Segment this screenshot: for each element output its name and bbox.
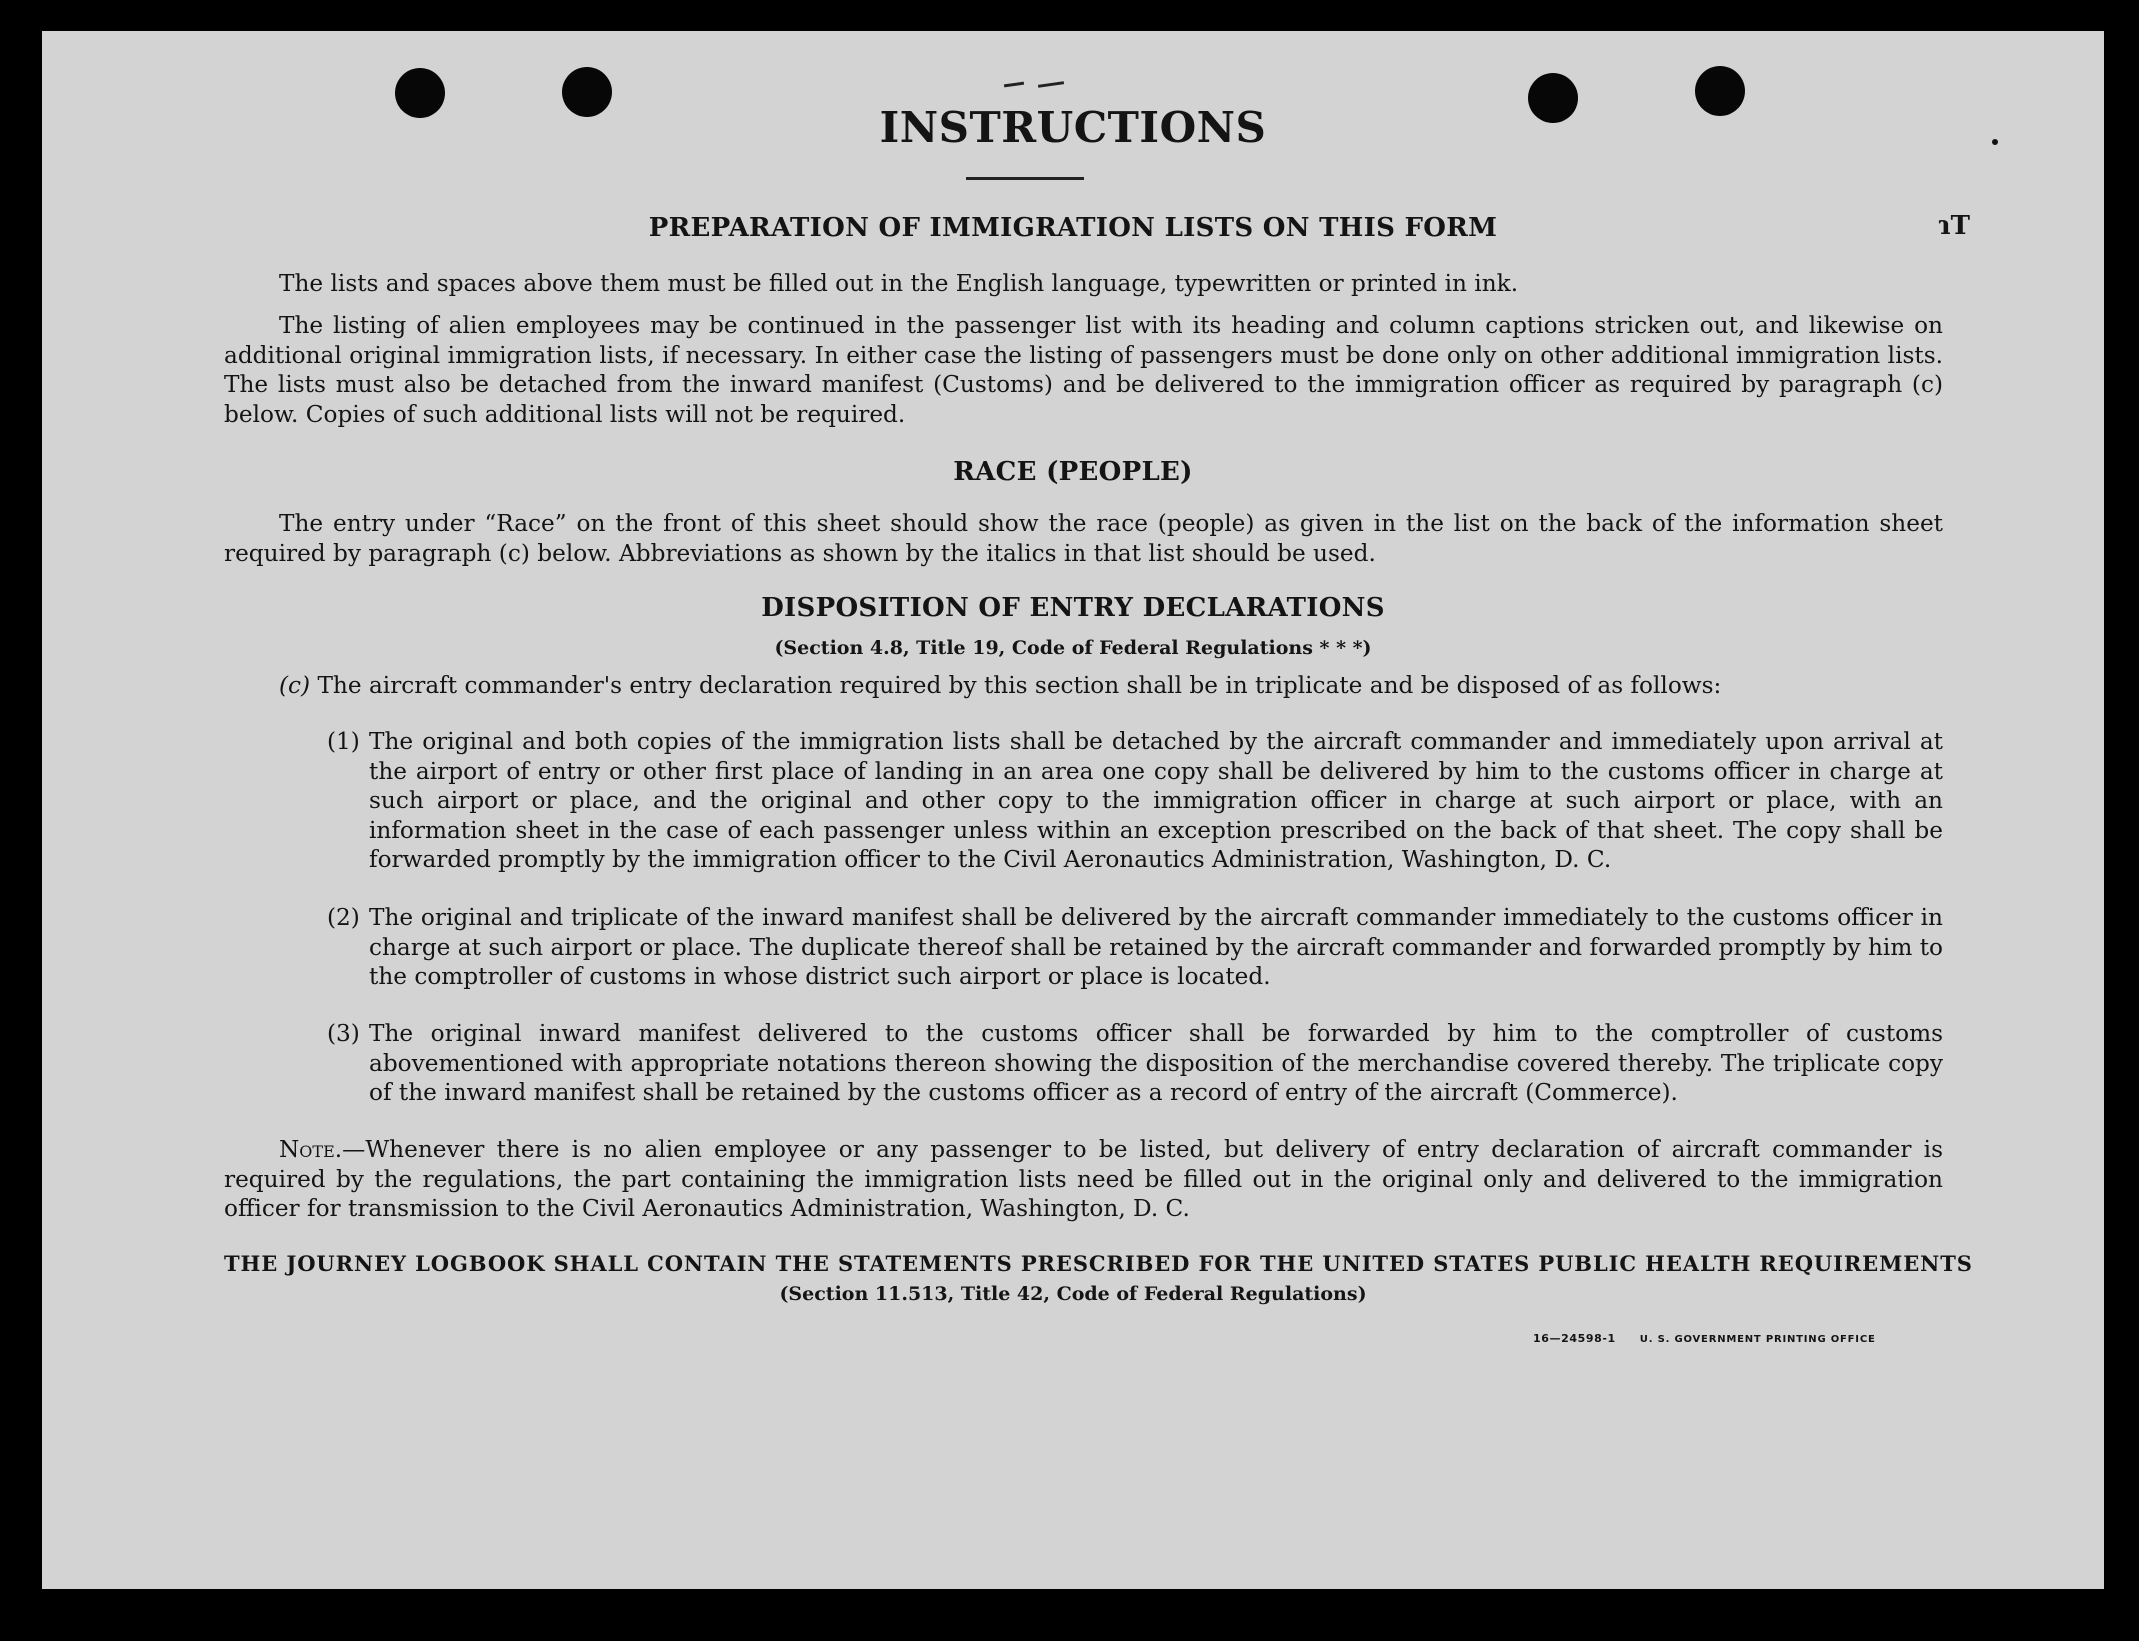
list-item-1: (1) The original and both copies of the immigration lists shall be detached by the aircraft commander and immediately upon arrival at the airport of entry or other first place of landing in an area one copy shall be delivered by him to the customs officer in charge at such airport or place, and the original and other copy to the immigration officer in charge at such airport or place, with an information sheet in the case of each passenger unless within an exception prescribed on the back of that sheet. The copy shall be forwarded promptly by the immigration officer to the Civil Aeronautics Administration, Washington, D. C.: [327, 728, 1943, 873]
heading-disposition: DISPOSITION OF ENTRY DECLARATIONS: [761, 593, 1385, 623]
paragraph-language: The lists and spaces above them must be filled out in the English language, typewritten or printed in ink.: [279, 270, 1519, 297]
title-underline: [966, 177, 1084, 180]
title-ornament-right: [1038, 81, 1064, 88]
citation-logbook: (Section 11.513, Title 42, Code of Federal Regulations): [779, 1283, 1367, 1305]
document-sheet: [42, 31, 2104, 1589]
paragraph-disposition-intro: (c) The aircraft commander's entry declaration required by this section shall be in triplicate and be disposed of as follows:: [279, 672, 1722, 699]
edge-characters: ɿT: [1938, 211, 1971, 241]
list-item-number: (2): [327, 904, 360, 931]
printer-name: U. S. GOVERNMENT PRINTING OFFICE: [1639, 1334, 1876, 1345]
paragraph-race: The entry under “Race” on the front of this sheet should show the race (people) as given in the list on the back of the information sheet required by paragraph (c) below. Abbreviations as shown by the italics in that list should be used.: [224, 510, 1943, 567]
intro-label: (c): [279, 672, 311, 699]
list-item-2: (2) The original and triplicate of the inward manifest shall be delivered by the aircraft commander immediately to the customs officer in charge at such airport or place. The duplicate thereof shall be retained by the aircraft commander and forwarded promptly by him to the comptroller of customs in whose district such airport or place is located.: [327, 904, 1943, 990]
title-ornament-left: [1004, 82, 1024, 88]
logbook-statement: THE JOURNEY LOGBOOK SHALL CONTAIN THE STATEMENTS PRESCRIBED FOR THE UNITED STATES PUBLIC HEALTH REQUIREMENTS: [224, 1251, 1973, 1276]
list-item-number: (1): [327, 728, 360, 755]
paragraph-note: Note.—Whenever there is no alien employee or any passenger to be listed, but delivery of entry declaration of aircraft commander is required by the regulations, the part containing the immigration lists need be filled out in the original only and delivered to the immigration officer for transmission to the Civil Aeronautics Administration, Washington, D. C.: [224, 1136, 1943, 1222]
paragraph-alien-listing: The listing of alien employees may be continued in the passenger list with its heading and column captions stricken out, and likewise on additional original immigration lists, if necessary. In either case the listing of passengers must be done only on other additional immigration lists. The lists must also be detached from the inward manifest (Customs) and be delivered to the immigration officer as required by paragraph (c) below. Copies of such additional lists will not be required.: [224, 312, 1943, 428]
heading-race: RACE (PEOPLE): [953, 457, 1193, 487]
form-code: 16—24598-1: [1533, 1332, 1616, 1345]
page-title: INSTRUCTIONS: [879, 103, 1267, 152]
note-label: Note.: [279, 1136, 343, 1163]
citation-disposition: (Section 4.8, Title 19, Code of Federal Regulations * * *): [774, 637, 1372, 659]
printing-footer: [1533, 1332, 1876, 1345]
heading-immigration-lists: PREPARATION OF IMMIGRATION LISTS ON THIS FORM: [648, 213, 1498, 243]
list-item-3: (3) The original inward manifest delivered to the customs officer shall be forwarded by him to the comptroller of customs abovementioned with appropriate notations thereon showing the disposition of the merchandise covered thereby. The triplicate copy of the inward manifest shall be retained by the customs officer as a record of entry of the aircraft (Commerce).: [327, 1020, 1943, 1106]
list-item-number: (3): [327, 1020, 360, 1047]
